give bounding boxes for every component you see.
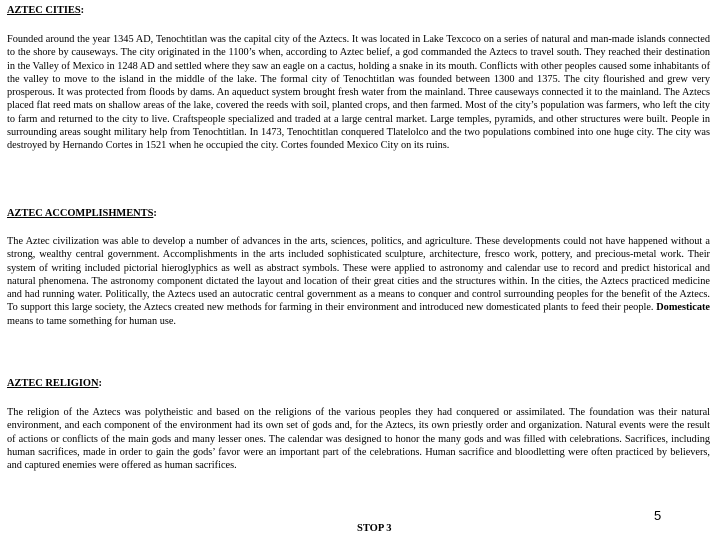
heading-colon: : (80, 5, 85, 16)
paragraph-text: The Aztec civilization was able to develop a number of advances in the arts, sciences, politics, and agriculture. These developments could not have happened without a strong, wealthy central government. Accomplishments in the arts included sophisticated sculpture, architecture, fresco work, pottery, and precious-metal work. Their system of writing included pictorial hieroglyphics as well as abstract symbols. These were applied to astronomy and calendar use to record and predict historical and natural phenomena. The astronomy component dictated the layout and location of their great cities and the structures within. In the cities, the Aztecs practiced medicine and had running water. Politically, the Aztecs used an autocratic central government as a means to conquer and control surrounding peoples for the benefit of the Aztecs. To support this large society, the Aztecs created new methods for farming in their environment and introduced new domesticated plants to feed their people. (7, 236, 710, 314)
heading-text: AZTEC ACCOMPLISHMENTS (7, 208, 154, 219)
paragraph-aztec-accomplishments (7, 235, 710, 328)
paragraph-aztec-cities: Founded around the year 1345 AD, Tenochtitlan was the capital city of the Aztecs. It was located in Lake Texcoco on a series of natural and man-made islands connected to the shore by causeways. The city originated in the 1100’s when, according to Aztec belief, a god commanded the Aztecs to travel south. They reached their destination in the Valley of Mexico in 1248 AD and settled where they saw an eagle on a cactus, holding a snake in its mouth. Conflicts with other peoples caused some inhabitants of the valley to move to the island in the middle of the lake. The formal city of Tenochtitlan was founded between 1300 and 1375. The city flourished and grew very prosperous. It was protected from floods by dams. An aqueduct system brought fresh water from the mainland. Three causeways connected it to the mainland. The Aztecs placed flat reed mats on shallow areas of the lake, covered the reeds with soil, planted crops, and then farmed. Most of the city’s population was farmers, who left the city to farm and returned to the city to live. Craftspeople specialized and traded at a large central market. Large temples, pyramids, and other structures were built. People in surrounding areas sought military help from Tenochtitlan. In 1473, Tenochtitlan conquered Tlatelolco and the two populations combined into one huge city. The city was destroyed by Hernando Cortes in 1521 when he occupied the city. Cortes founded Mexico City on its ruins. (7, 34, 710, 152)
page-number: 5 (654, 508, 662, 523)
heading-colon: : (98, 378, 102, 389)
heading-aztec-religion (7, 377, 102, 390)
stop-label: STOP 3 (357, 523, 392, 534)
heading-text: AZTEC CITIES (7, 5, 81, 16)
definition-text: means to tame something for human use. (7, 315, 177, 327)
heading-aztec-accomplishments (7, 207, 157, 220)
heading-colon: : (153, 208, 157, 219)
paragraph-aztec-religion: The religion of the Aztecs was polytheistic and based on the religions of the various peoples they had conquered or assimilated. The foundation was their natural environment, and each component of the environment had its own set of gods and, for the Aztecs, its own priestly order and organization. Natural events were the result of actions or conflicts of the main gods and many lesser ones. The calendar was designed to honor the many gods and was filled with celebrations. Sacrifices, including human sacrifices, made in order to gain the gods’ favor were an important part of the celebrations. Human sacrifice and bloodletting were often practiced by believers, and captured enemies were offered as human sacrifices. (7, 407, 710, 472)
heading-aztec-cities (7, 4, 84, 17)
heading-text: AZTEC RELIGION (7, 378, 99, 389)
document-page (7, 0, 710, 540)
definition-term: Domesticate (656, 302, 710, 314)
